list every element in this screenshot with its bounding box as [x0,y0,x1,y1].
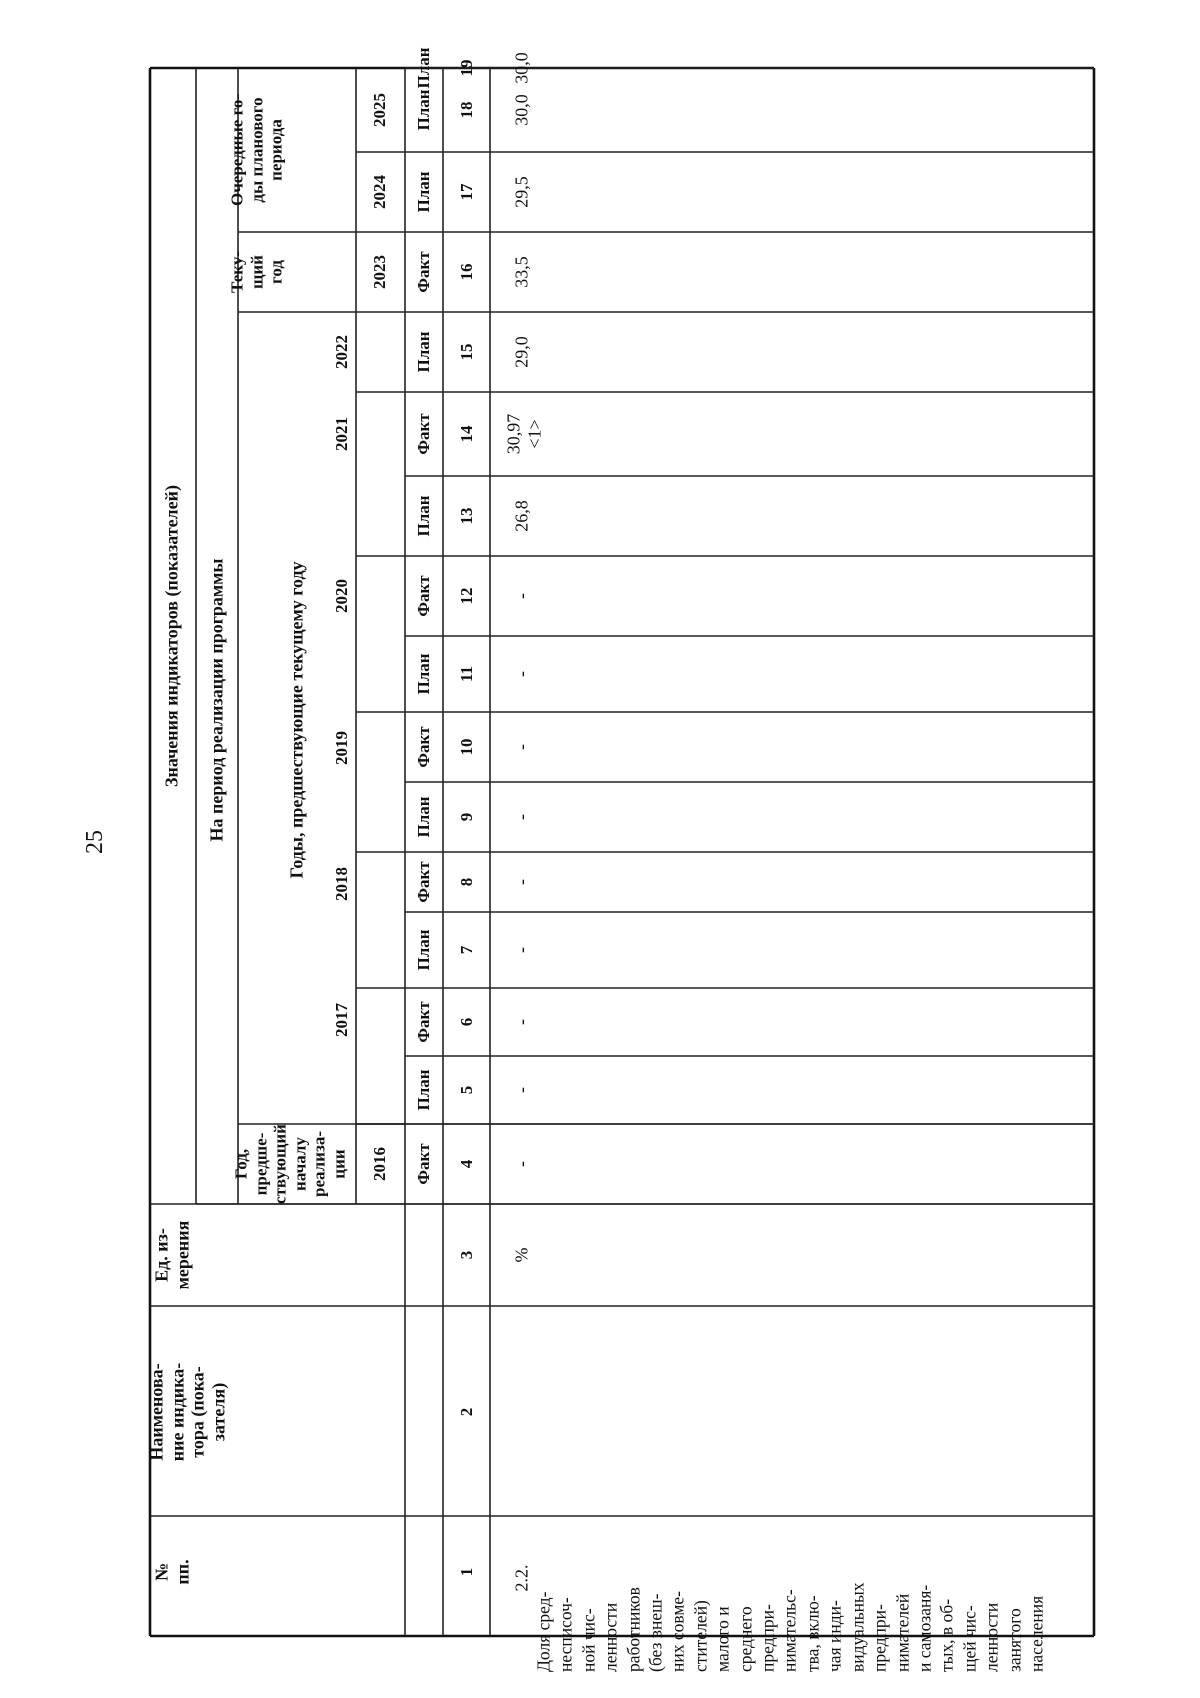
next-years-header-line: периода [266,119,286,181]
col-header-5: План [414,1069,434,1111]
cell-value: 30,0 [511,52,532,84]
col-header-15: План [414,331,434,373]
cell-value: - [511,593,532,599]
col-header-6: Факт [414,1001,434,1043]
cell-value-line: <1> [524,419,544,449]
year-2020: 2020 [332,579,352,613]
indicator-name-line: стителей) [690,1600,711,1672]
indicator-name-line: ленности [600,1602,621,1672]
col-header-4: Факт [414,1143,434,1185]
cell-value: - [511,1019,532,1025]
current-year-header-line: щий [247,255,267,289]
cell-value: 26,8 [511,500,532,532]
cell-value: - [511,1161,532,1167]
indicator-name-line: видуальных [847,1582,868,1672]
indicator-name-line: и самозаня- [914,1584,935,1672]
indicator-name-line: тва, вклю- [802,1595,823,1672]
indicator-name-line: несписоч- [555,1597,576,1672]
col-number: 12 [457,587,477,605]
base-year-header-line: предше- [250,1132,270,1196]
indicator-name-line: нимателей [891,1593,912,1672]
col-number: 3 [457,1250,477,1260]
name-header-line: Наименова- [146,1363,167,1461]
cell-value: 30,0 [511,94,532,126]
unit-header [151,1221,192,1290]
col-header-7: План [414,929,434,971]
indicator-name-line: (без внеш- [645,1593,666,1672]
col-header-13: План [414,495,434,537]
indicator-name-line: нимательс- [779,1589,800,1672]
col-header-11: План [414,653,434,695]
year-2021: 2021 [332,417,352,451]
indicator-name-line: них совме- [667,1590,688,1672]
indicator-name-line: Доля сред- [533,1591,554,1672]
col-number: 2 [457,1407,477,1417]
col-number: 1 [457,1567,477,1577]
col-number: 19 [457,59,477,77]
cell-value: 33,5 [511,256,532,288]
cell-value: - [511,744,532,750]
current-year-header-line: Теку- [227,251,247,293]
values-header: Значения индикаторов (показателей) [161,484,182,788]
next-years-header-line: Очередные го- [227,93,247,207]
year-2024: 2024 [370,175,390,209]
col-number: 7 [457,945,477,955]
col-header-16: Факт [414,251,434,293]
next-years-header-line: ды планового [247,97,267,203]
cell-value-line: 30,97 [503,413,524,455]
year-2018: 2018 [332,867,352,901]
cell-value: - [511,1087,532,1093]
cell-value: - [511,671,532,677]
col-header-10: Факт [414,726,434,768]
col-number: 6 [457,1017,477,1027]
col-number: 4 [457,1159,477,1169]
indicator-name-line: занятого [1003,1608,1024,1672]
col-header-17: План [414,171,434,213]
base-year-header-line: реализа- [309,1131,329,1197]
cell-value: - [511,814,532,820]
next-years-header [228,94,287,206]
num-header-line: пп. [172,1559,192,1585]
year-2025: 2025 [370,93,390,127]
col-number: 11 [457,665,477,683]
row-number: 2.2. [511,1564,532,1592]
name-header-line: тора (пока- [188,1366,208,1458]
base-year-header-line: ции [329,1149,349,1179]
indicator-name-line: ленности [981,1602,1002,1672]
current-year-header [228,251,287,293]
col-number: 9 [457,812,477,822]
col-number: 16 [457,263,477,281]
name-header-line: зателя) [208,1382,229,1442]
indicator-name-line: малого и [712,1606,733,1672]
year-2017: 2017 [332,1003,352,1037]
indicator-name [532,1152,1047,1672]
col-header-9: План [414,796,434,838]
col-number: 14 [457,425,477,443]
current-year-header-line: год [266,260,286,284]
indicator-name-line: ной чис- [578,1608,599,1672]
col-number: 10 [457,738,477,756]
year-2023: 2023 [370,255,390,289]
page-number: 25 [82,830,108,854]
base-year-header-line: Год, [231,1148,251,1180]
cell-value: 29,0 [511,336,532,368]
col-number: 8 [457,877,477,887]
indicator-name-line: среднего [734,1606,755,1672]
col-number: 17 [457,183,477,201]
col-number: 13 [457,507,477,525]
cell-value: - [511,947,532,953]
col-header-8: Факт [414,861,434,903]
name-header [147,1363,230,1462]
unit-header-line: Ед. из- [151,1228,172,1282]
indicator-name-line: работников [622,1587,643,1672]
col-number: 18 [457,101,477,119]
year-2019: 2019 [332,731,352,765]
unit-header-line: мерения [172,1220,192,1290]
year-2016: 2016 [370,1147,390,1181]
col-number: 15 [457,343,477,361]
cell-value: - [511,879,532,885]
col-header-12: Факт [414,575,434,617]
col-header-18: План [414,89,434,131]
unit-value: % [511,1247,532,1263]
indicator-name-line: чая инди- [824,1600,845,1672]
base-year-header-line: началу [290,1137,309,1191]
cell-value: 29,5 [511,176,532,208]
indicator-name-line: населения [1026,1595,1047,1672]
prev-years-header: Годы, предшествующие текущему году [286,561,307,879]
base-year-header [231,1124,348,1204]
period-header: На период реализации программы [206,558,227,842]
indicator-name-line: предпри- [757,1604,778,1672]
cell-value [503,414,544,455]
col-header-19: План [414,47,434,89]
col-number: 5 [457,1085,477,1095]
col-header-14: Факт [414,413,434,455]
indicator-name-line: предпри- [869,1604,890,1672]
num-header [151,1559,192,1584]
base-year-header-line: ствующий [270,1124,290,1204]
year-2022: 2022 [332,335,352,369]
indicator-name-line: тых, в об- [936,1598,957,1672]
indicator-name-line: щей чис- [959,1605,980,1672]
num-header-line: № [151,1562,172,1582]
name-header-line: ние индика- [167,1362,188,1462]
